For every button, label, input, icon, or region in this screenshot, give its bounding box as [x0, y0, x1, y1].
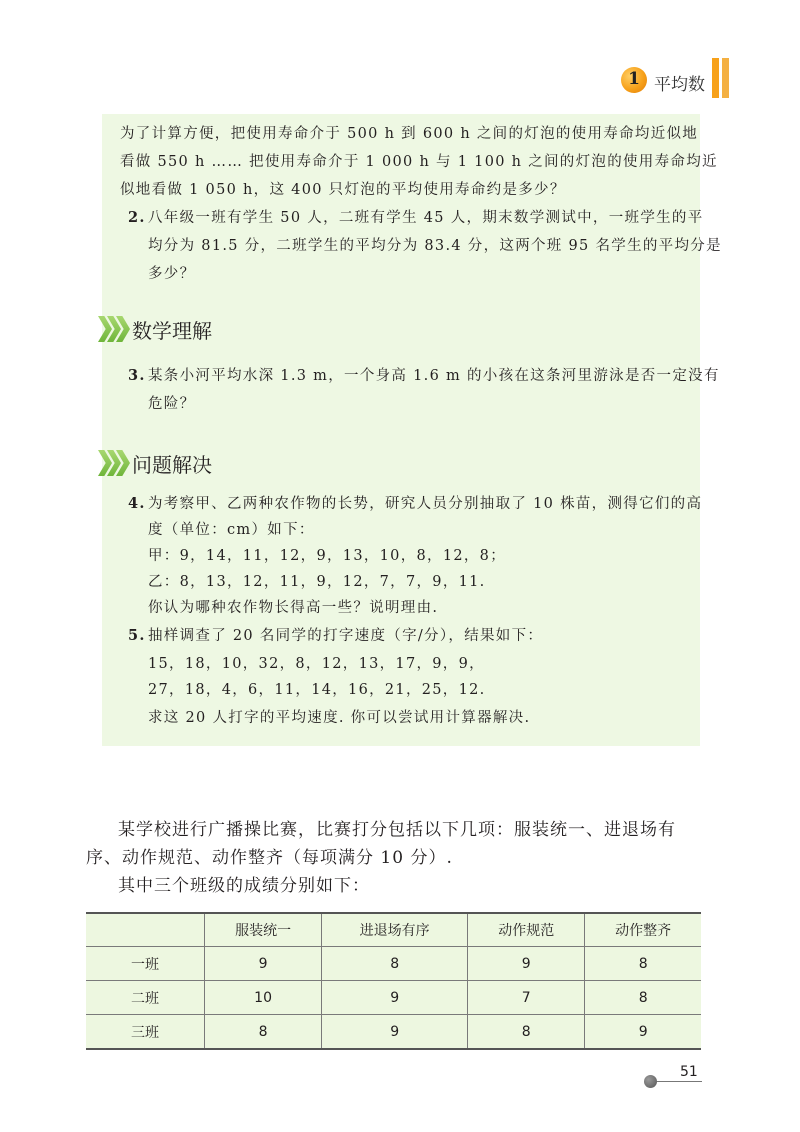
question-line: 27，18，4，6，11，14，16，21，25，12. [148, 682, 486, 698]
row-label-cell: 二班 [86, 981, 205, 1015]
footer-rule [654, 1081, 702, 1082]
section-title: 问题解决 [132, 453, 212, 477]
table-cell: 10 [205, 981, 322, 1015]
header-accent-bar [722, 58, 729, 98]
row-label-cell: 三班 [86, 1015, 205, 1050]
body-paragraph-line: 某学校进行广播操比赛，比赛打分包括以下几项：服装统一、进退场有 [118, 820, 676, 840]
table-cell: 9 [322, 1015, 468, 1050]
table-cell: 7 [468, 981, 585, 1015]
question-line: 均分为 81.5 分，二班学生的平均分为 83.4 分，这两个班 95 名学生的平均分是 [148, 238, 722, 254]
question-line: 甲：9，14，11，12，9，13，10，8，12，8； [148, 548, 507, 564]
page-header [0, 0, 800, 120]
question-line: 抽样调查了 20 名同学的打字速度（字/分），结果如下： [148, 628, 544, 644]
table-cell: 8 [322, 947, 468, 981]
table-header-cell: 动作整齐 [585, 913, 701, 947]
table-cell: 9 [205, 947, 322, 981]
page-number: 51 [680, 1064, 698, 1080]
chapter-number-badge: 1 [621, 67, 647, 93]
body-paragraph-line: 其中三个班级的成绩分别如下： [118, 876, 370, 896]
table-row [86, 981, 701, 1015]
table-cell: 8 [585, 947, 701, 981]
question-line: 求这 20 人打字的平均速度. 你可以尝试用计算器解决. [148, 710, 531, 726]
body-paragraph-line: 序、动作规范、动作整齐（每项满分 10 分）. [86, 848, 453, 868]
question-line: 乙：8，13，12，11，9，12，7，7，9，11. [148, 574, 486, 590]
question-number: 4. [128, 495, 146, 512]
question-line: 危险？ [148, 396, 196, 412]
table-header-row [86, 913, 701, 947]
table-cell: 8 [585, 981, 701, 1015]
row-label-cell: 一班 [86, 947, 205, 981]
page-footer [640, 1066, 704, 1086]
scores-table [86, 912, 701, 1050]
table-cell: 8 [468, 1015, 585, 1050]
table-header-cell: 进退场有序 [322, 913, 468, 947]
table-cell: 9 [585, 1015, 701, 1050]
exercise-intro-line: 似地看做 1 050 h，这 400 只灯泡的平均使用寿命约是多少？ [120, 182, 566, 198]
question-line: 八年级一班有学生 50 人，二班有学生 45 人，期末数学测试中，一班学生的平 [148, 210, 704, 226]
section-title: 数学理解 [132, 319, 212, 343]
table-row [86, 1015, 701, 1050]
exercise-intro-line: 为了计算方便，把使用寿命介于 500 h 到 600 h 之间的灯泡的使用寿命均近似地 [120, 126, 699, 142]
table-cell: 9 [468, 947, 585, 981]
question-line: 你认为哪种农作物长得高一些？说明理由. [148, 600, 439, 616]
question-line: 为考察甲、乙两种农作物的长势，研究人员分别抽取了 10 株苗，测得它们的高 [148, 496, 703, 512]
header-accent-bar [712, 58, 719, 98]
exercise-box [102, 114, 722, 746]
question-number: 2. [128, 209, 146, 226]
question-number: 5. [128, 627, 146, 644]
question-line: 某条小河平均水深 1.3 m，一个身高 1.6 m 的小孩在这条河里游泳是否一定没有 [148, 368, 720, 384]
table-header-cell: 服装统一 [205, 913, 322, 947]
table-header-cell: 动作规范 [468, 913, 585, 947]
table-cell: 8 [205, 1015, 322, 1050]
exercise-intro-line: 看做 550 h …… 把使用寿命介于 1 000 h 与 1 100 h 之间的灯泡的使用寿命均近 [120, 154, 718, 170]
table-cell: 9 [322, 981, 468, 1015]
chapter-title: 平均数 [654, 75, 705, 95]
table-row [86, 947, 701, 981]
table-header-cell [86, 913, 205, 947]
question-number: 3. [128, 367, 146, 384]
question-line: 多少？ [148, 266, 196, 282]
question-line: 度（单位：cm）如下： [148, 522, 315, 538]
question-line: 15，18，10，32，8，12，13，17，9，9， [148, 656, 485, 672]
page-dot-icon [644, 1075, 657, 1088]
